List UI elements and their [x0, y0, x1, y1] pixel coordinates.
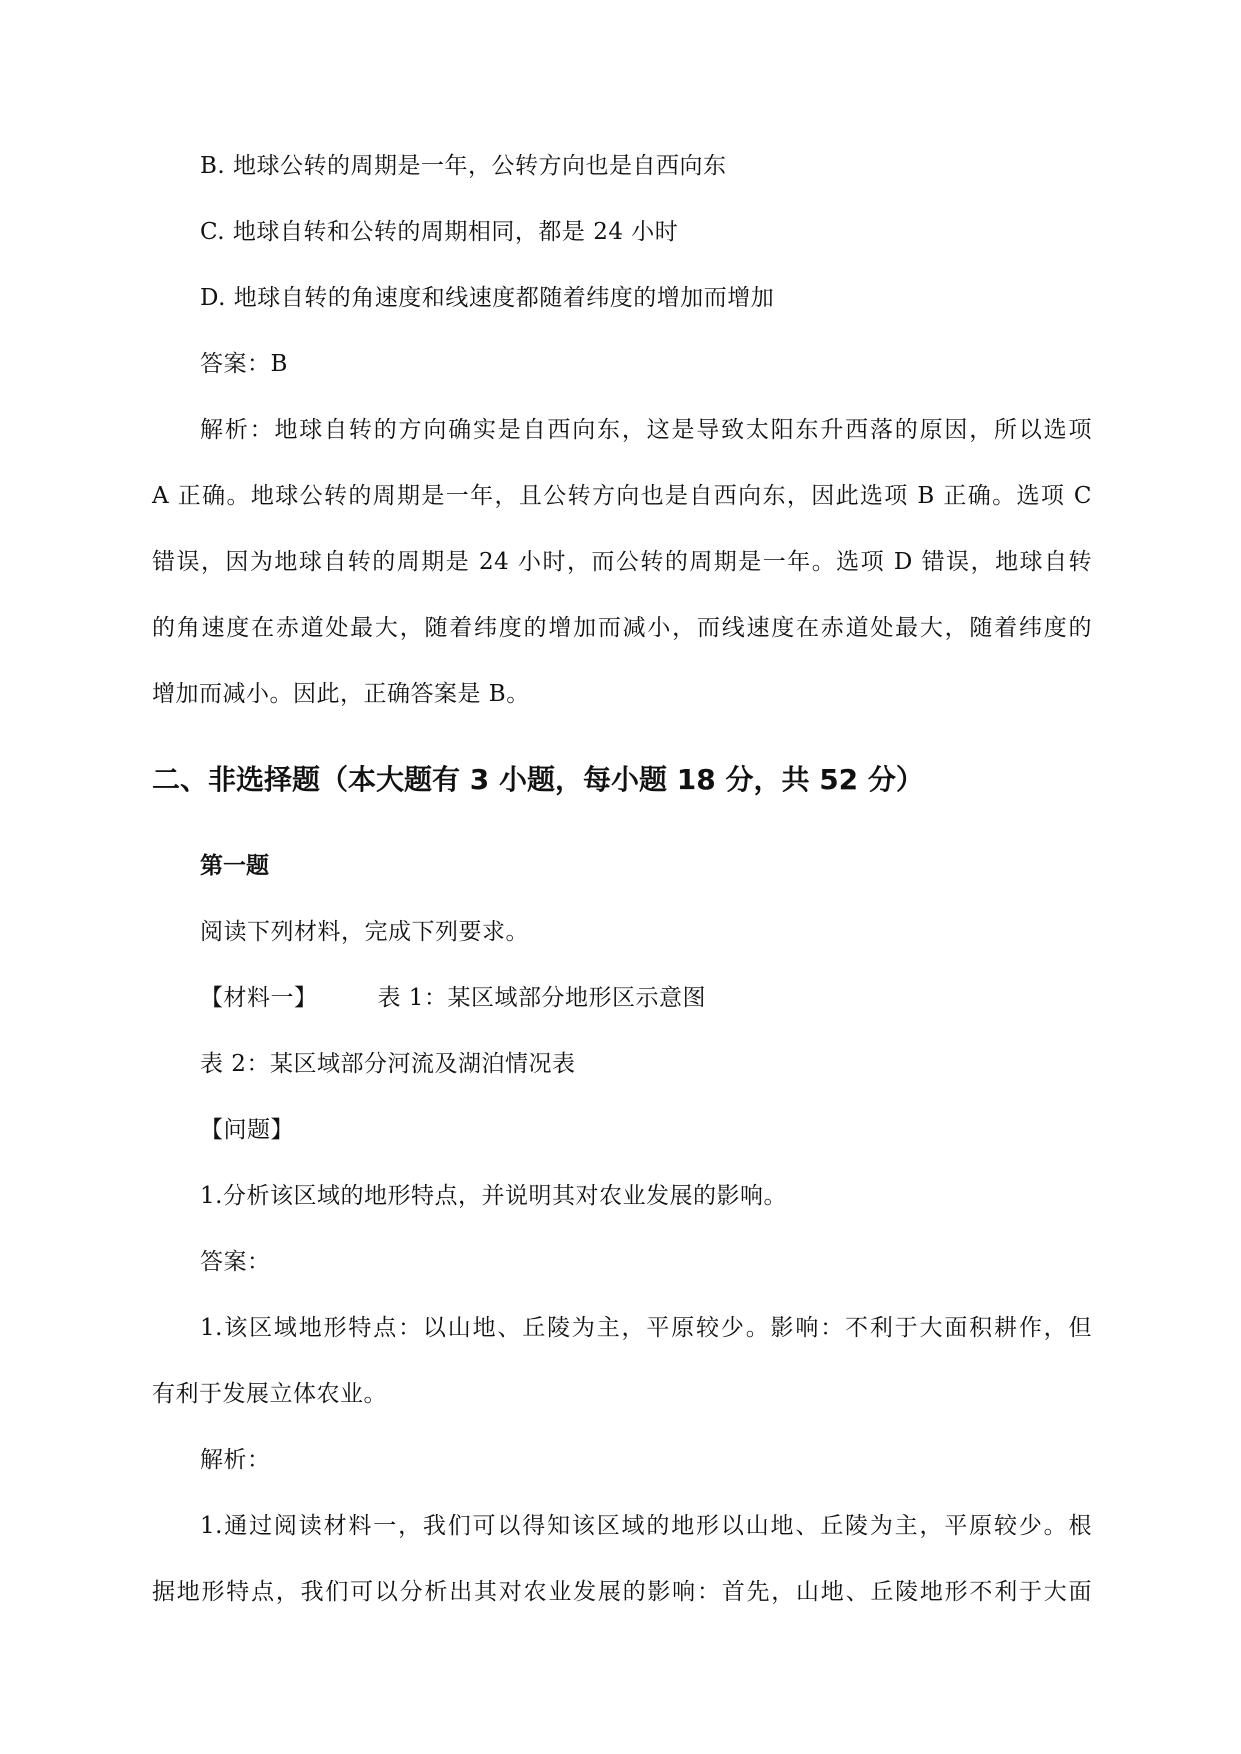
analysis-line: 增加而减小。因此，正确答案是 B。 — [152, 681, 530, 707]
analysis-line: 错误，因为地球自转的周期是 24 小时，而公转的周期是一年。选项 D 错误，地球自转 — [152, 549, 1092, 575]
question-label: 【问题】 — [200, 1117, 294, 1143]
instruction: 阅读下列材料，完成下列要求。 — [200, 919, 529, 945]
option-d: D. 地球自转的角速度和线速度都随着纬度的增加而增加 — [200, 285, 775, 311]
answer-label: 答案： — [200, 1249, 271, 1275]
analysis-line: 据地形特点，我们可以分析出其对农业发展的影响：首先，山地、丘陵地形不利于大面 — [152, 1579, 1092, 1605]
analysis-line: A 正确。地球公转的周期是一年，且公转方向也是自西向东，因此选项 B 正确。选项 C — [152, 483, 1092, 509]
material-label: 【材料一】 — [200, 985, 318, 1011]
answer: 答案：B — [200, 351, 288, 377]
option-c: C. 地球自转和公转的周期相同，都是 24 小时 — [200, 219, 679, 245]
analysis-line: 1.通过阅读材料一，我们可以得知该区域的地形以山地、丘陵为主，平原较少。根 — [200, 1513, 1092, 1539]
question-text: 1.分析该区域的地形特点，并说明其对农业发展的影响。 — [200, 1183, 787, 1209]
material-line — [200, 982, 706, 1014]
table1-caption: 表 1：某区域部分地形区示意图 — [377, 985, 706, 1011]
analysis-line: 的角速度在赤道处最大，随着纬度的增加而减小，而线速度在赤道处最大，随着纬度的 — [152, 615, 1092, 641]
analysis-line: 解析：地球自转的方向确实是自西向东，这是导致太阳东升西落的原因，所以选项 — [200, 417, 1092, 443]
table2-caption: 表 2：某区域部分河流及湖泊情况表 — [200, 1051, 576, 1077]
answer-line: 有利于发展立体农业。 — [152, 1381, 387, 1407]
option-b: B. 地球公转的周期是一年，公转方向也是自西向东 — [200, 153, 727, 179]
answer-line: 1.该区域地形特点：以山地、丘陵为主，平原较少。影响：不利于大面积耕作，但 — [200, 1315, 1092, 1341]
section-heading: 二、非选择题（本大题有 3 小题，每小题 18 分，共 52 分） — [152, 763, 924, 796]
analysis-label: 解析： — [200, 1447, 271, 1473]
question-title: 第一题 — [200, 853, 269, 879]
